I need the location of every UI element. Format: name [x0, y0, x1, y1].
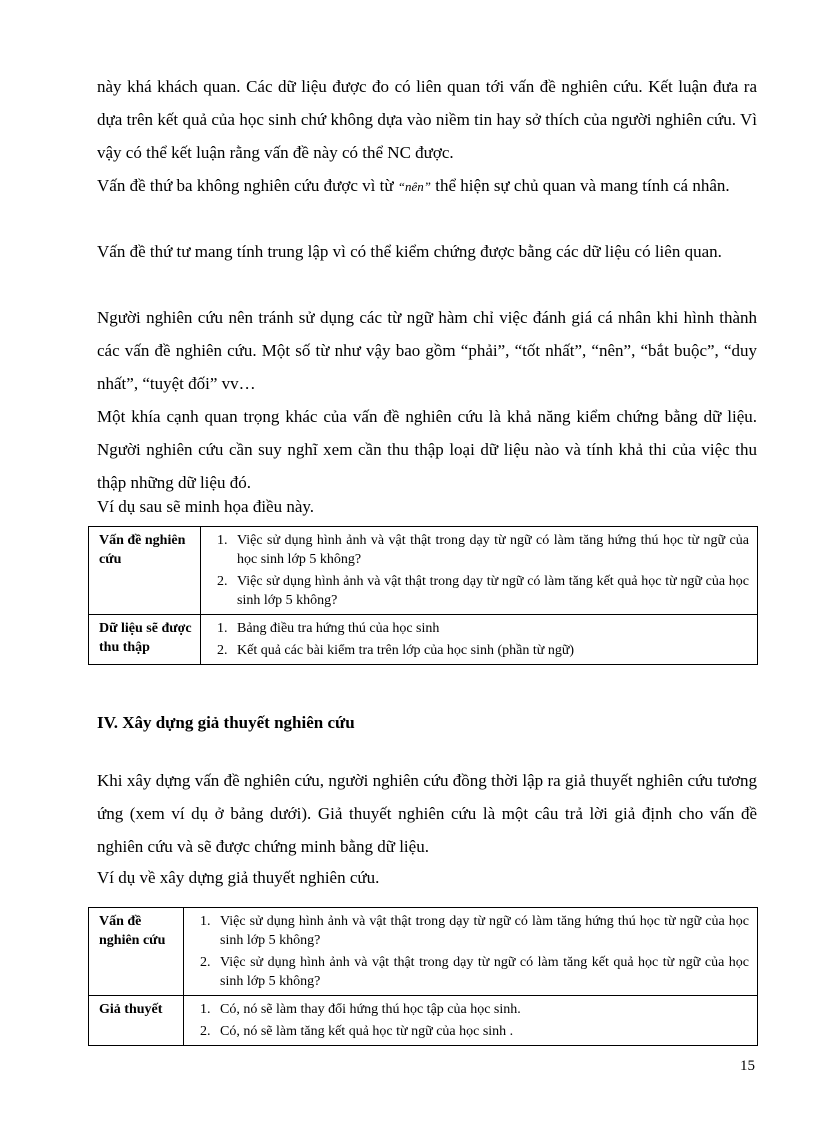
paragraph-fourth-problem: Vấn đề thứ tư mang tính trung lập vì có thể kiểm chứng được bằng các dữ liệu có liên quan. — [97, 242, 722, 261]
quoted-word: “nên” — [397, 179, 432, 194]
numbered-list — [209, 619, 749, 660]
numbered-list — [192, 912, 749, 991]
numbered-list — [209, 531, 749, 610]
list-item: 1. Việc sử dụng hình ảnh và vật thật trong dạy từ ngữ có làm tăng hứng thú học từ ngữ của học sinh lớp 5 không? — [214, 912, 749, 950]
data-collection-table — [88, 526, 758, 665]
table-cell — [201, 527, 758, 615]
paragraph-avoid-words: Người nghiên cứu nên tránh sử dụng các từ ngữ hàm chỉ việc đánh giá cá nhân khi hình thành các vấn đề nghiên cứu. Một số từ như vậy bao gồm “phải”, “tốt nhất”, “nên”, “bắt buộc”, “duy nhất”, “tuyệt đối” vv… — [97, 308, 757, 393]
list-item: 2. Việc sử dụng hình ảnh và vật thật trong dạy từ ngữ có làm tăng kết quả học từ ngữ của học sinh lớp 5 không? — [214, 953, 749, 991]
table-row-label: Giả thuyết — [89, 996, 184, 1046]
table-cell — [184, 996, 758, 1046]
list-item: 2. Việc sử dụng hình ảnh và vật thật trong dạy từ ngữ có làm tăng kết quả học từ ngữ của học sinh lớp 5 không? — [231, 572, 749, 610]
table-row-label: Dữ liệu sẽ được thu thập — [89, 615, 201, 665]
table-row — [89, 615, 758, 665]
list-item: 1. Có, nó sẽ làm thay đổi hứng thú học tập của học sinh. — [214, 1000, 749, 1019]
table-row — [89, 908, 758, 996]
section-heading: IV. Xây dựng giả thuyết nghiên cứu — [97, 713, 355, 732]
paragraph-third-problem — [97, 169, 757, 203]
hypothesis-table — [88, 907, 758, 1046]
third-problem-text-end: thể hiện sự chủ quan và mang tính cá nhân. — [431, 176, 730, 195]
page-number: 15 — [740, 1058, 755, 1074]
numbered-list — [192, 1000, 749, 1041]
paragraph-verifiability: Một khía cạnh quan trọng khác của vấn đề nghiên cứu là khả năng kiểm chứng bằng dữ liệu. Người nghiên cứu cần suy nghĩ xem cần thu thập loại dữ liệu nào và tính khả thi của việc thu thập những dữ liệu đó. — [97, 407, 757, 492]
list-item: 2. Có, nó sẽ làm tăng kết quả học từ ngữ của học sinh . — [214, 1022, 749, 1041]
table-row — [89, 996, 758, 1046]
third-problem-text-start: Vấn đề thứ ba không nghiên cứu được vì từ — [97, 176, 398, 195]
list-item: 2. Kết quả các bài kiểm tra trên lớp của học sinh (phần từ ngữ) — [231, 641, 749, 660]
paragraph-conclusion: này khá khách quan. Các dữ liệu được đo có liên quan tới vấn đề nghiên cứu. Kết luận đưa ra dựa trên kết quả của học sinh chứ không dựa vào niềm tin hay sở thích của người nghiên cứu. Vì vậy có thể kết luận rằng vấn đề này có thể NC được. — [97, 77, 757, 162]
table-row-label: Vấn đề nghiên cứu — [89, 527, 201, 615]
paragraph-example-intro: Ví dụ sau sẽ minh họa điều này. — [97, 497, 315, 516]
table-cell — [201, 615, 758, 665]
paragraph-hypothesis-example: Ví dụ về xây dựng giả thuyết nghiên cứu. — [97, 868, 380, 887]
list-item: 1. Bảng điều tra hứng thú của học sinh — [231, 619, 749, 638]
table-row — [89, 527, 758, 615]
paragraph-hypothesis: Khi xây dựng vấn đề nghiên cứu, người nghiên cứu đồng thời lập ra giả thuyết nghiên cứu tương ứng (xem ví dụ ở bảng dưới). Giả thuyết nghiên cứu là một câu trả lời giả định cho vấn đề nghiên cứu và sẽ được chứng minh bằng dữ liệu. — [97, 771, 757, 856]
table-row-label: Vấn đề nghiên cứu — [89, 908, 184, 996]
list-item: 1. Việc sử dụng hình ảnh và vật thật trong dạy từ ngữ có làm tăng hứng thú học từ ngữ của học sinh lớp 5 không? — [231, 531, 749, 569]
table-cell — [184, 908, 758, 996]
